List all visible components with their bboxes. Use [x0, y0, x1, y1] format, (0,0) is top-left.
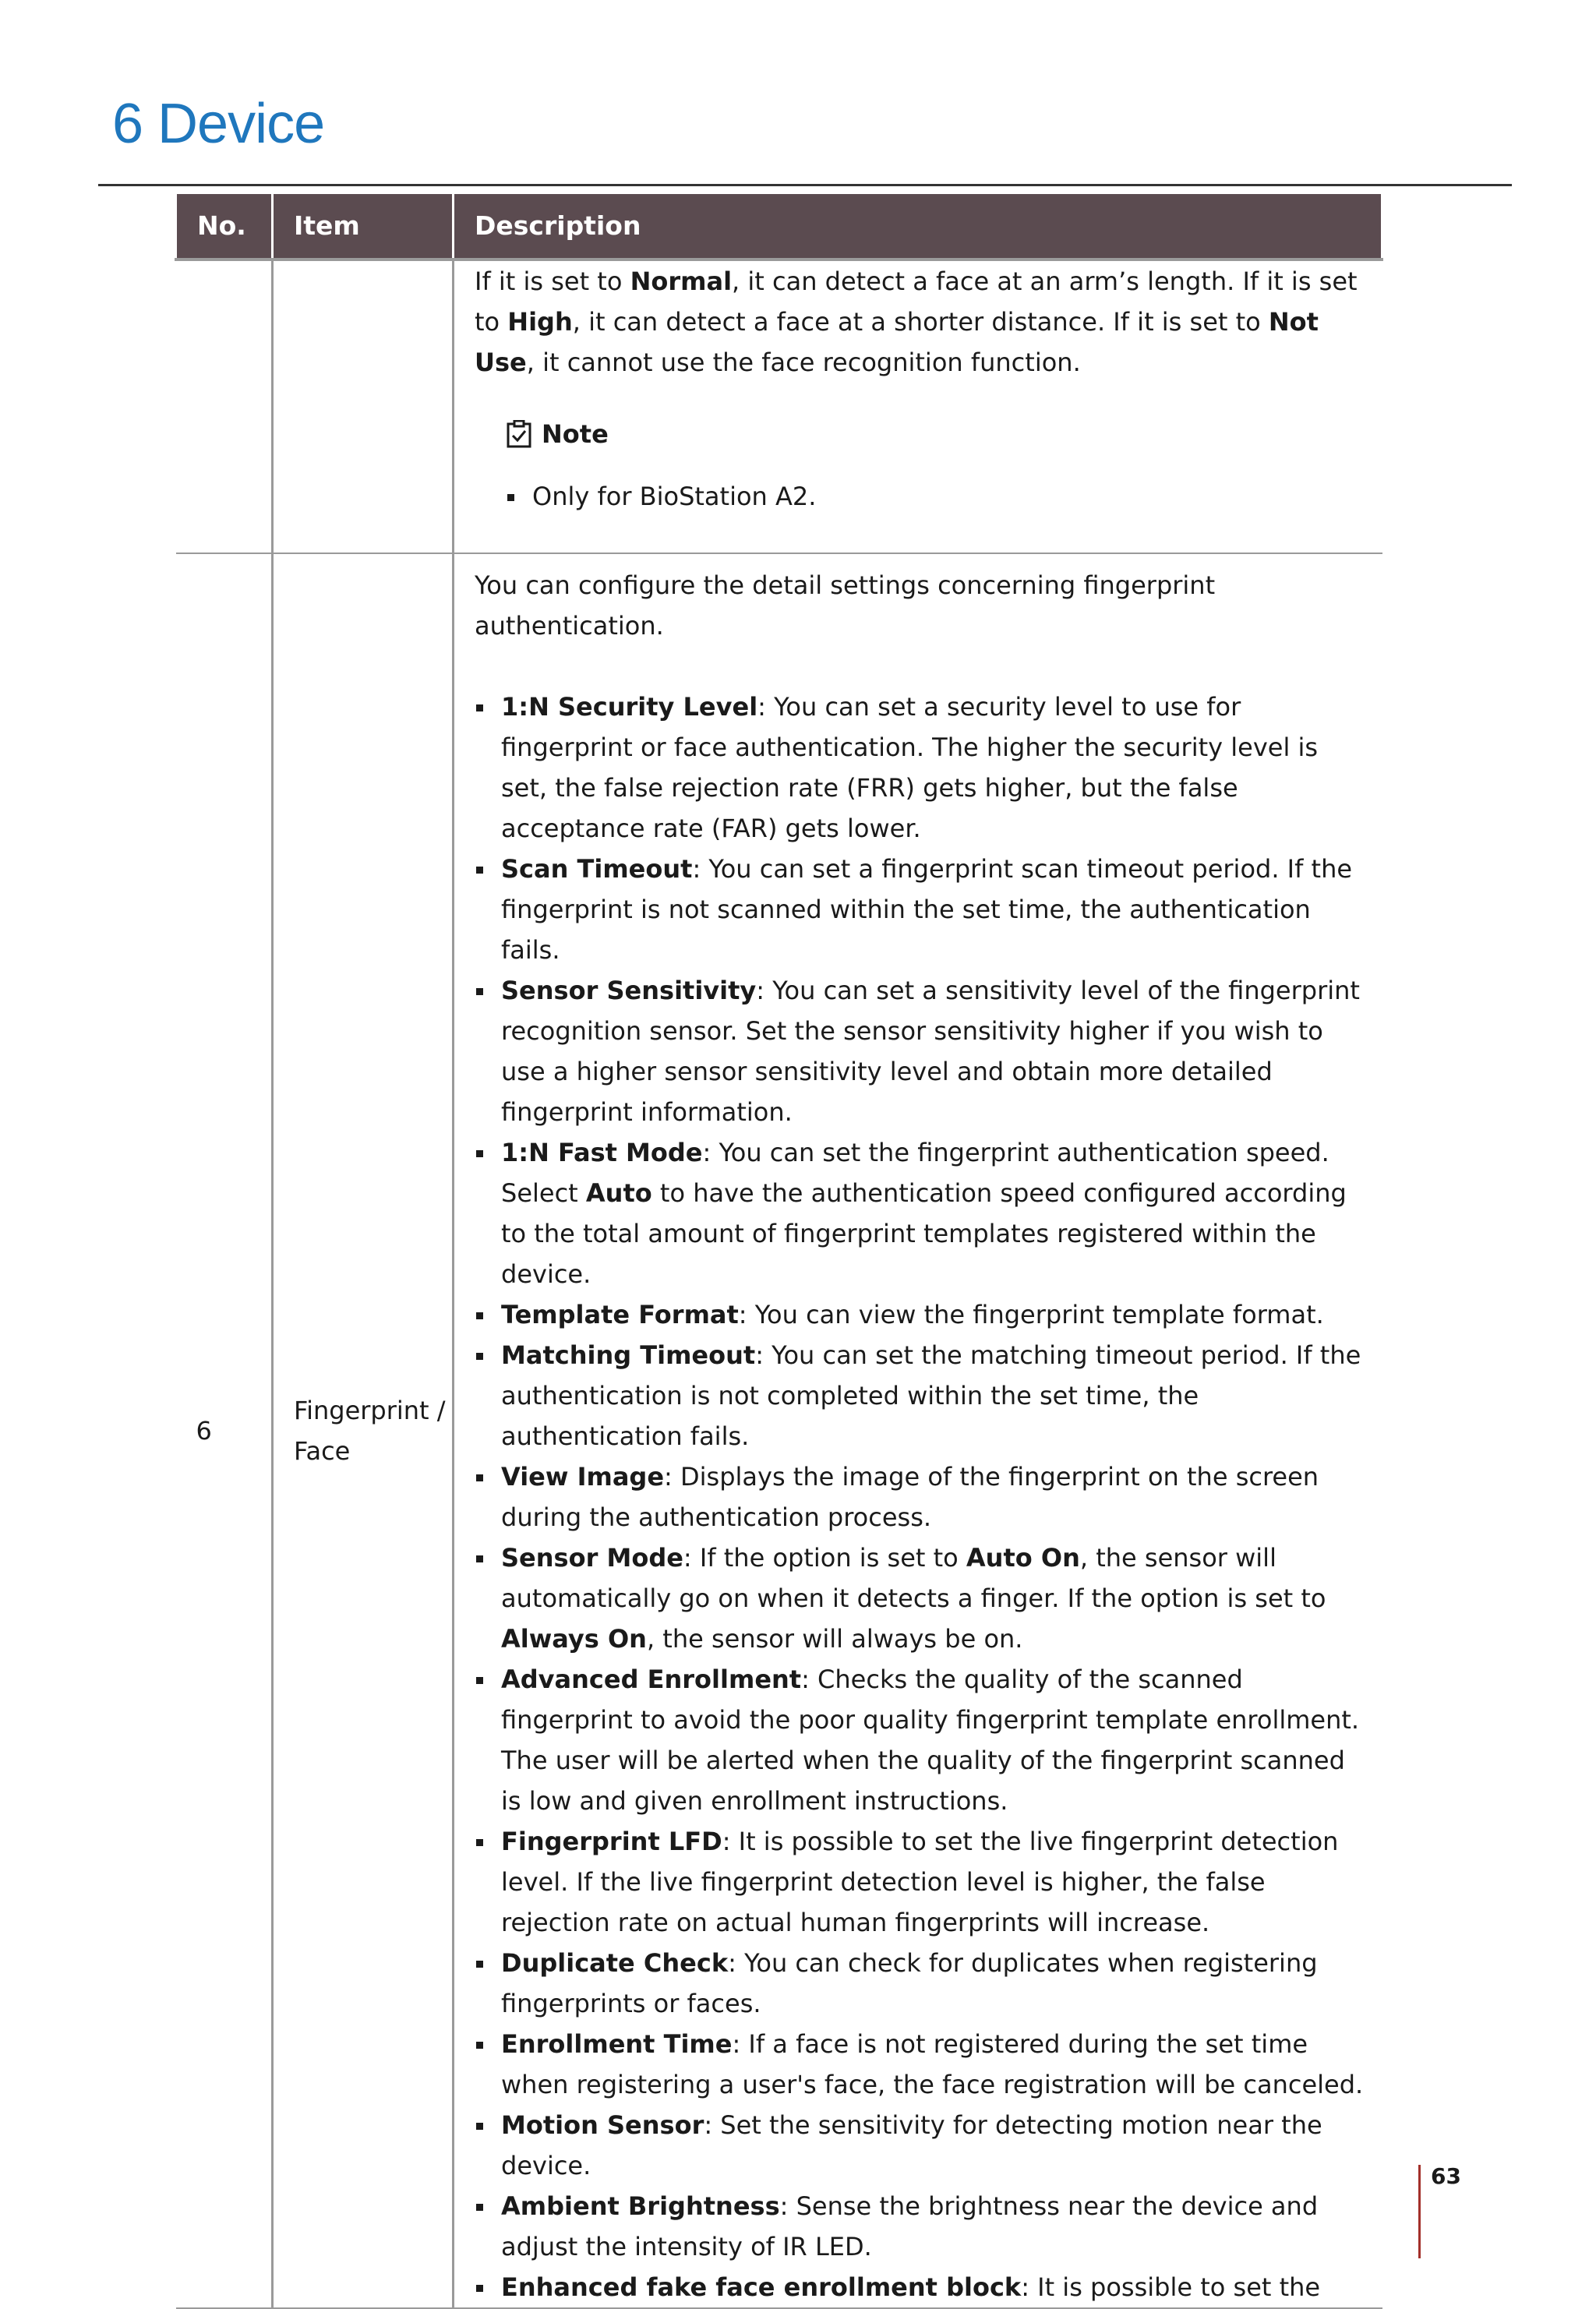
fingerprint-intro: You can configure the detail settings concerning fingerprint authentication. [475, 570, 1216, 641]
list-item: Enrollment Time: If a face is not registered during the set time when registering a user's face, the face registration will be canceled. [475, 2024, 1372, 2105]
face-mode-description: If it is set to Normal, it can detect a face at an arm’s length. If it is set to High, it can detect a face at a shorter distance. If it is set to Not Use, it cannot use the face recognition function. [475, 267, 1358, 377]
list-item: Matching Timeout: You can set the matching timeout period. If the authentication is not completed within the set time, the authentication fails. [475, 1335, 1372, 1456]
header-no: No. [176, 193, 273, 260]
header-item: Item [273, 193, 454, 260]
chapter-title: 6 Device [112, 93, 325, 155]
list-item: Motion Sensor: Set the sensitivity for detecting motion near the device. [475, 2105, 1372, 2186]
list-item: Ambient Brightness: Sense the brightness near the device and adjust the intensity of IR LED. [475, 2186, 1372, 2267]
table-header-row [176, 193, 1382, 260]
list-item: View Image: Displays the image of the fingerprint on the screen during the authentication process. [475, 1456, 1372, 1538]
page-number-rule [1418, 2165, 1421, 2258]
list-item: Enhanced fake face enrollment block: It is possible to set the [475, 2267, 1372, 2307]
title-rule [98, 184, 1512, 186]
clipboard-check-icon [506, 420, 532, 448]
list-item: Fingerprint LFD: It is possible to set the live fingerprint detection level. If the live fingerprint detection level is higher, the false rejection rate on actual human fingerprints will increase. [475, 1821, 1372, 1943]
list-item: Scan Timeout: You can set a fingerprint scan timeout period. If the fingerprint is not scanned within the set time, the authentication fails. [475, 849, 1372, 970]
page-number: 63 [1431, 2163, 1461, 2189]
row1-item-cell [273, 259, 454, 553]
list-item: Template Format: You can view the fingerprint template format. [475, 1294, 1372, 1335]
list-item: Sensor Sensitivity: You can set a sensitivity level of the fingerprint recognition sensor. Set the sensor sensitivity higher if you wish to use a higher sensor sensitivity level and obtain more detailed fingerprint information. [475, 970, 1372, 1132]
list-item: Only for BioStation A2. [506, 476, 1372, 517]
row1-description-cell [454, 259, 1382, 553]
note-label: Note [542, 419, 609, 449]
table-row [176, 259, 1382, 553]
list-item: 1:N Security Level: You can set a security level to use for fingerprint or face authentication. The higher the security level is set, the false rejection rate (FRR) gets higher, but the false acceptance rate (FAR) gets lower. [475, 687, 1372, 849]
note-heading [506, 414, 1372, 454]
list-item: Sensor Mode: If the option is set to Auto On, the sensor will automatically go on when it detects a finger. If the option is set to Always On, the sensor will always be on. [475, 1538, 1372, 1659]
row2-item-cell: Fingerprint / Face [273, 553, 454, 2308]
header-description: Description [454, 193, 1382, 260]
note-list [506, 476, 1372, 517]
row2-no-cell: 6 [176, 553, 273, 2308]
row1-no-cell [176, 259, 273, 553]
list-item: Duplicate Check: You can check for duplicates when registering fingerprints or faces. [475, 1943, 1372, 2024]
fingerprint-settings-list [475, 687, 1372, 2307]
settings-table [175, 192, 1383, 2309]
list-item: Advanced Enrollment: Checks the quality of the scanned fingerprint to avoid the poor quality fingerprint template enrollment. The user will be alerted when the quality of the fingerprint scanned is low and given enrollment instructions. [475, 1659, 1372, 1821]
table-row [176, 553, 1382, 2308]
list-item: 1:N Fast Mode: You can set the fingerprint authentication speed. Select Auto to have the authentication speed configured according to the total amount of fingerprint templates registered within the device. [475, 1132, 1372, 1294]
row2-description-cell [454, 553, 1382, 2308]
